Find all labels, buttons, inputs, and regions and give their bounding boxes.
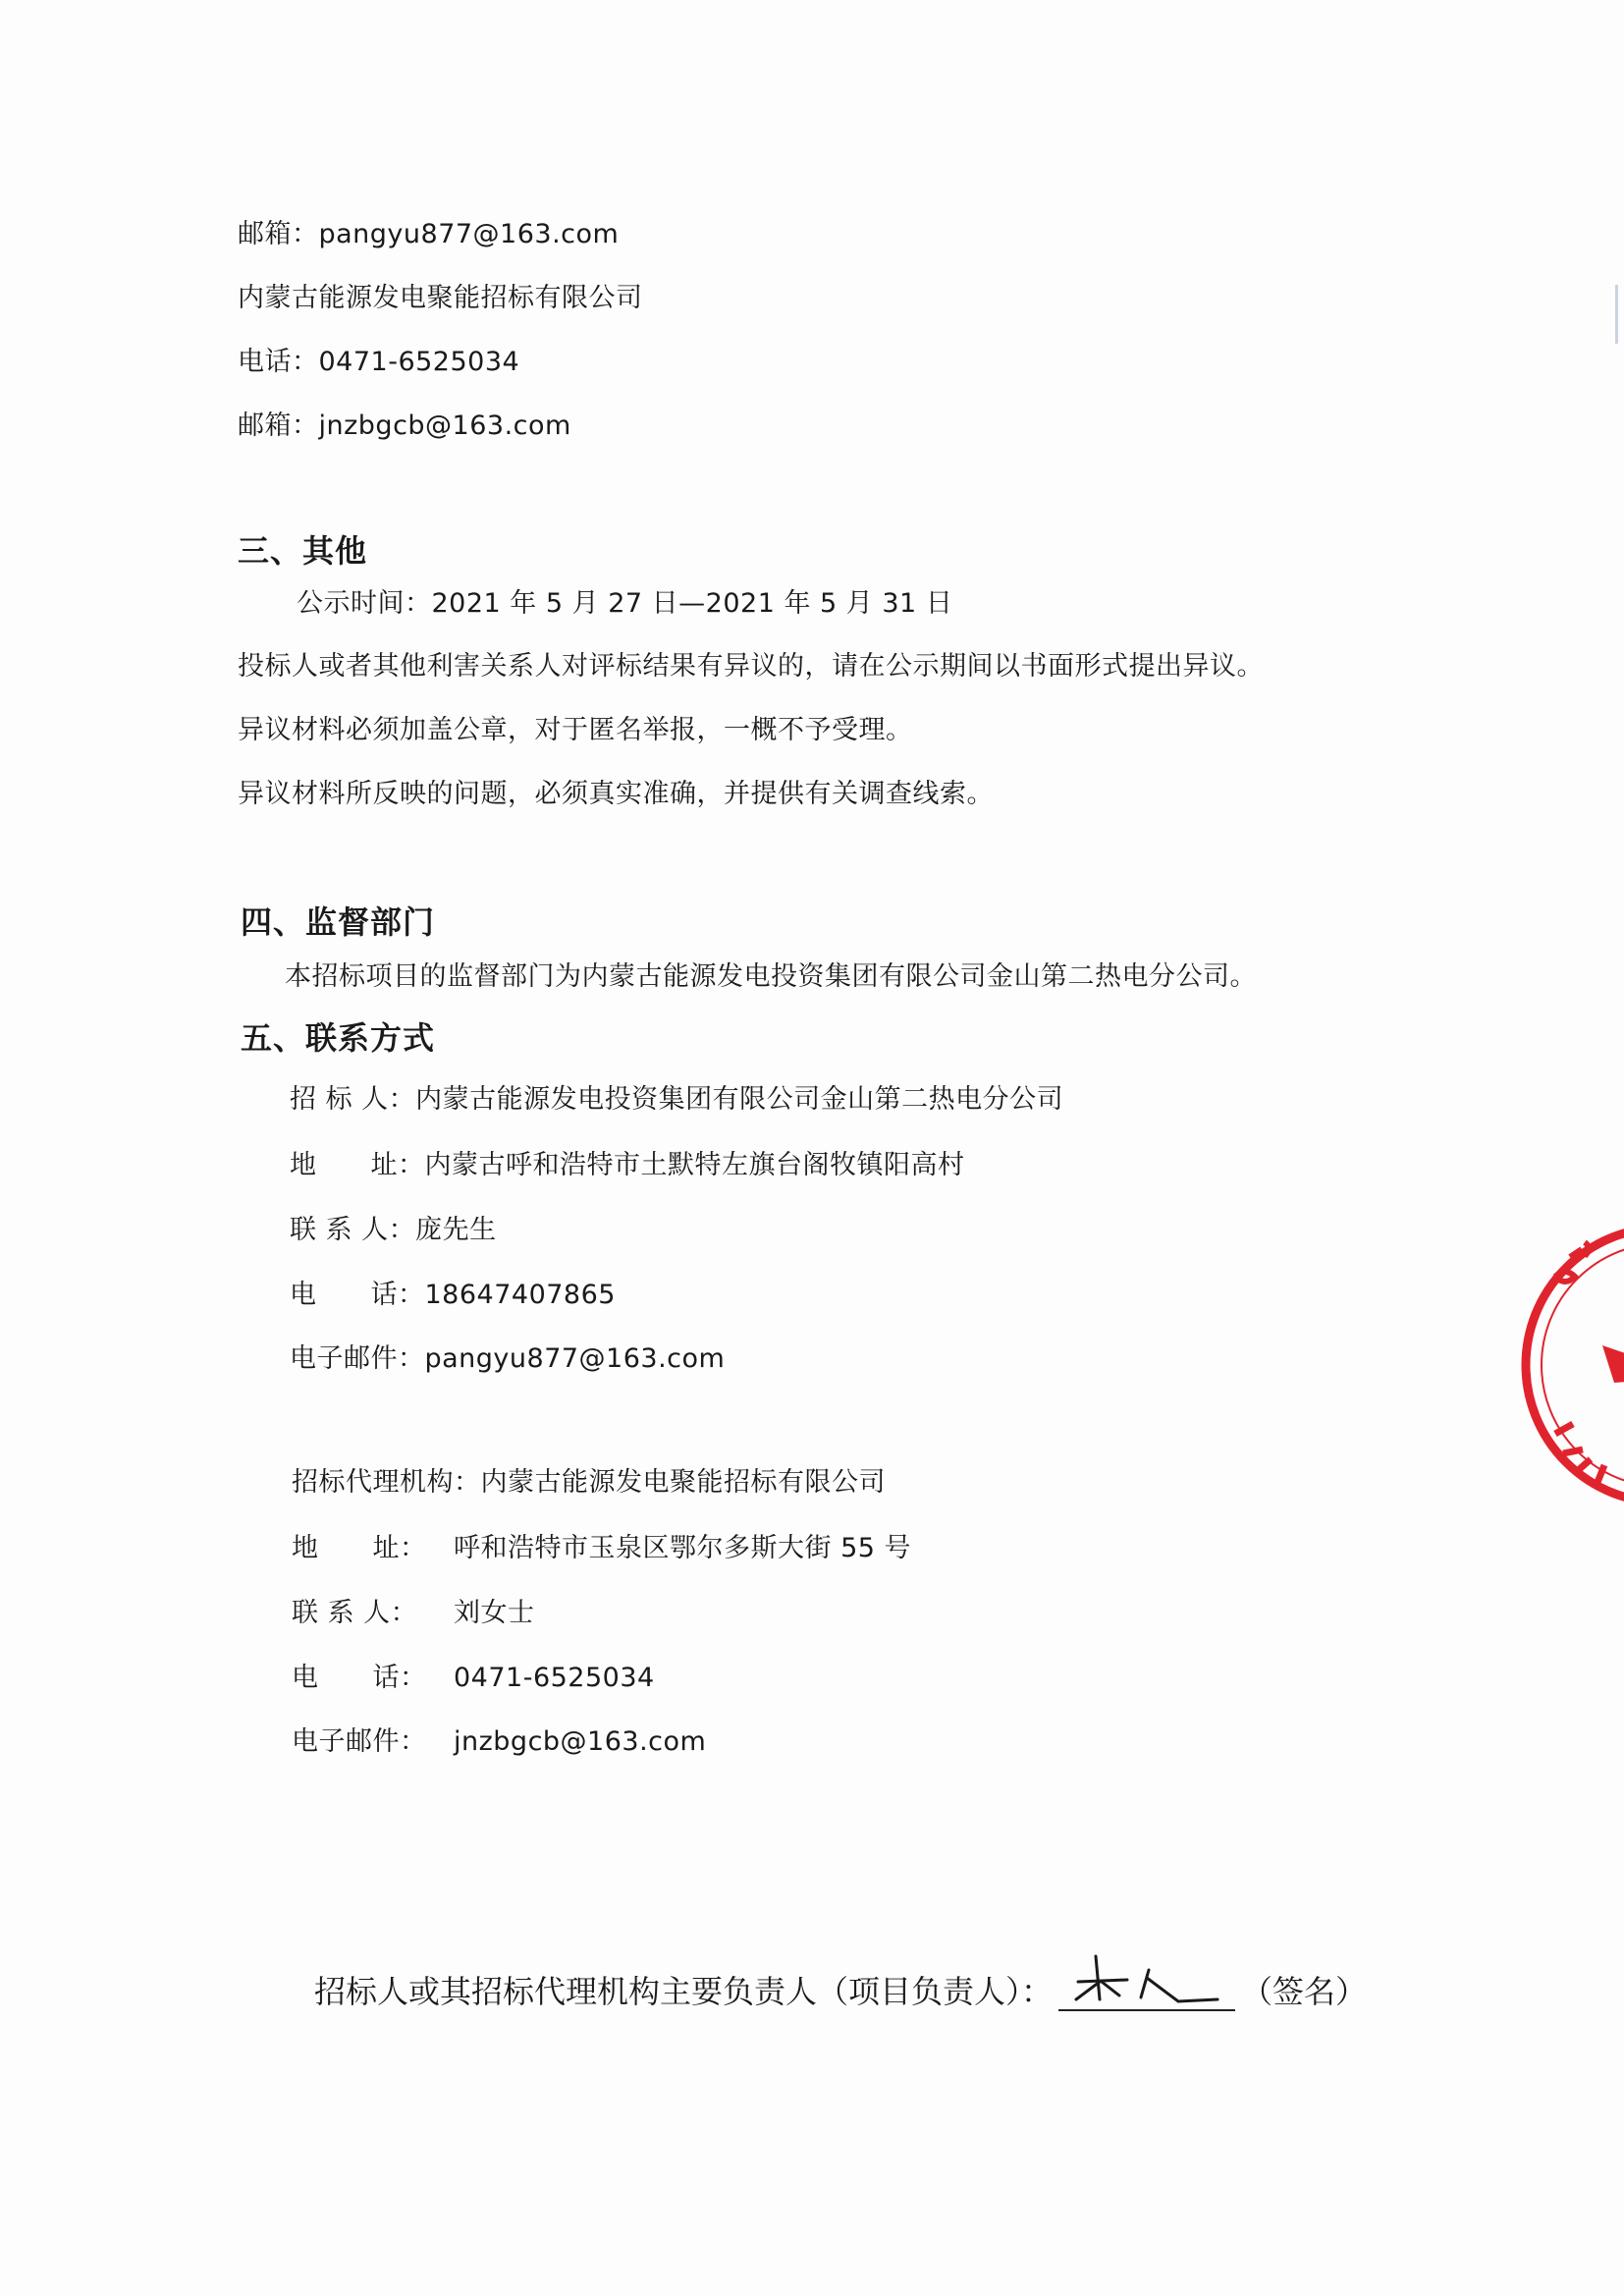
supervision-text: 本招标项目的监督部门为内蒙古能源发电投资集团有限公司金山第二热电分公司。 bbox=[285, 961, 1257, 992]
company-seal-icon bbox=[1516, 1198, 1624, 1532]
tenderer-contact-value: 庞先生 bbox=[415, 1215, 497, 1245]
tenderer-row-phone bbox=[290, 1279, 616, 1312]
section-3-heading: 三、其他 bbox=[238, 532, 368, 570]
signature-line bbox=[314, 1970, 1367, 2011]
agency-contact-value: 刘女士 bbox=[454, 1598, 535, 1628]
tenderer-address-value: 内蒙古呼和浩特市土默特左旗台阁牧镇阳高村 bbox=[424, 1150, 965, 1180]
objection-line-2: 异议材料必须加盖公章，对于匿名举报，一概不予受理。 bbox=[238, 715, 913, 745]
agency-row-phone bbox=[292, 1662, 655, 1695]
agency-value: 内蒙古能源发电聚能招标有限公司 bbox=[480, 1467, 886, 1498]
email-line-2: 邮箱：jnzbgcb@163.com bbox=[238, 410, 571, 441]
agency-name-line: 内蒙古能源发电聚能招标有限公司 bbox=[238, 283, 643, 313]
tenderer-contact-label: 联 系 人： bbox=[290, 1215, 416, 1245]
tenderer-label: 招 标 人： bbox=[290, 1084, 416, 1115]
handwritten-signature-icon bbox=[1058, 1942, 1235, 2011]
agency-phone-value: 0471-6525034 bbox=[454, 1663, 655, 1693]
agency-row-name bbox=[292, 1466, 886, 1500]
signature-suffix: （签名） bbox=[1241, 1973, 1368, 2010]
tenderer-email-value: pangyu877@163.com bbox=[424, 1343, 726, 1374]
tenderer-row-email bbox=[290, 1342, 725, 1376]
tenderer-row-contact bbox=[290, 1214, 497, 1247]
tenderer-row-address bbox=[290, 1149, 965, 1182]
signature-blank bbox=[1058, 1970, 1235, 2011]
agency-address-label: 地 址： bbox=[292, 1533, 427, 1563]
publicity-period: 公示时间：2021 年 5 月 27 日—2021 年 5 月 31 日 bbox=[297, 588, 953, 619]
objection-line-3: 异议材料所反映的问题，必须真实准确，并提供有关调查线索。 bbox=[238, 779, 994, 809]
tenderer-phone-value: 18647407865 bbox=[424, 1280, 616, 1310]
signature-prefix: 招标人或其招标代理机构主要负责人（项目负责人）： bbox=[314, 1973, 1054, 2010]
agency-address-value: 呼和浩特市玉泉区鄂尔多斯大街 55 号 bbox=[454, 1533, 912, 1563]
tenderer-phone-label: 电 话： bbox=[290, 1280, 425, 1310]
agency-email-label: 电子邮件： bbox=[292, 1726, 427, 1757]
email-line-1: 邮箱：pangyu877@163.com bbox=[238, 219, 620, 249]
agency-row-email bbox=[292, 1725, 706, 1759]
agency-row-contact bbox=[292, 1597, 535, 1630]
agency-label: 招标代理机构： bbox=[292, 1467, 481, 1498]
agency-email-value: jnzbgcb@163.com bbox=[454, 1726, 707, 1757]
agency-phone-label: 电 话： bbox=[292, 1663, 427, 1693]
tenderer-value: 内蒙古能源发电投资集团有限公司金山第二热电分公司 bbox=[415, 1084, 1064, 1115]
phone-line: 电话：0471-6525034 bbox=[238, 347, 520, 377]
agency-contact-label: 联 系 人： bbox=[292, 1598, 418, 1628]
objection-line-1: 投标人或者其他利害关系人对评标结果有异议的，请在公示期间以书面形式提出异议。 bbox=[238, 651, 1264, 682]
tenderer-row-name bbox=[290, 1083, 1063, 1117]
section-4-heading: 四、监督部门 bbox=[241, 903, 436, 941]
tenderer-email-label: 电子邮件： bbox=[290, 1343, 425, 1374]
scan-edge-mark bbox=[1615, 285, 1618, 344]
agency-row-address bbox=[292, 1532, 911, 1565]
tenderer-address-label: 地 址： bbox=[290, 1150, 425, 1180]
section-5-heading: 五、联系方式 bbox=[241, 1019, 436, 1057]
